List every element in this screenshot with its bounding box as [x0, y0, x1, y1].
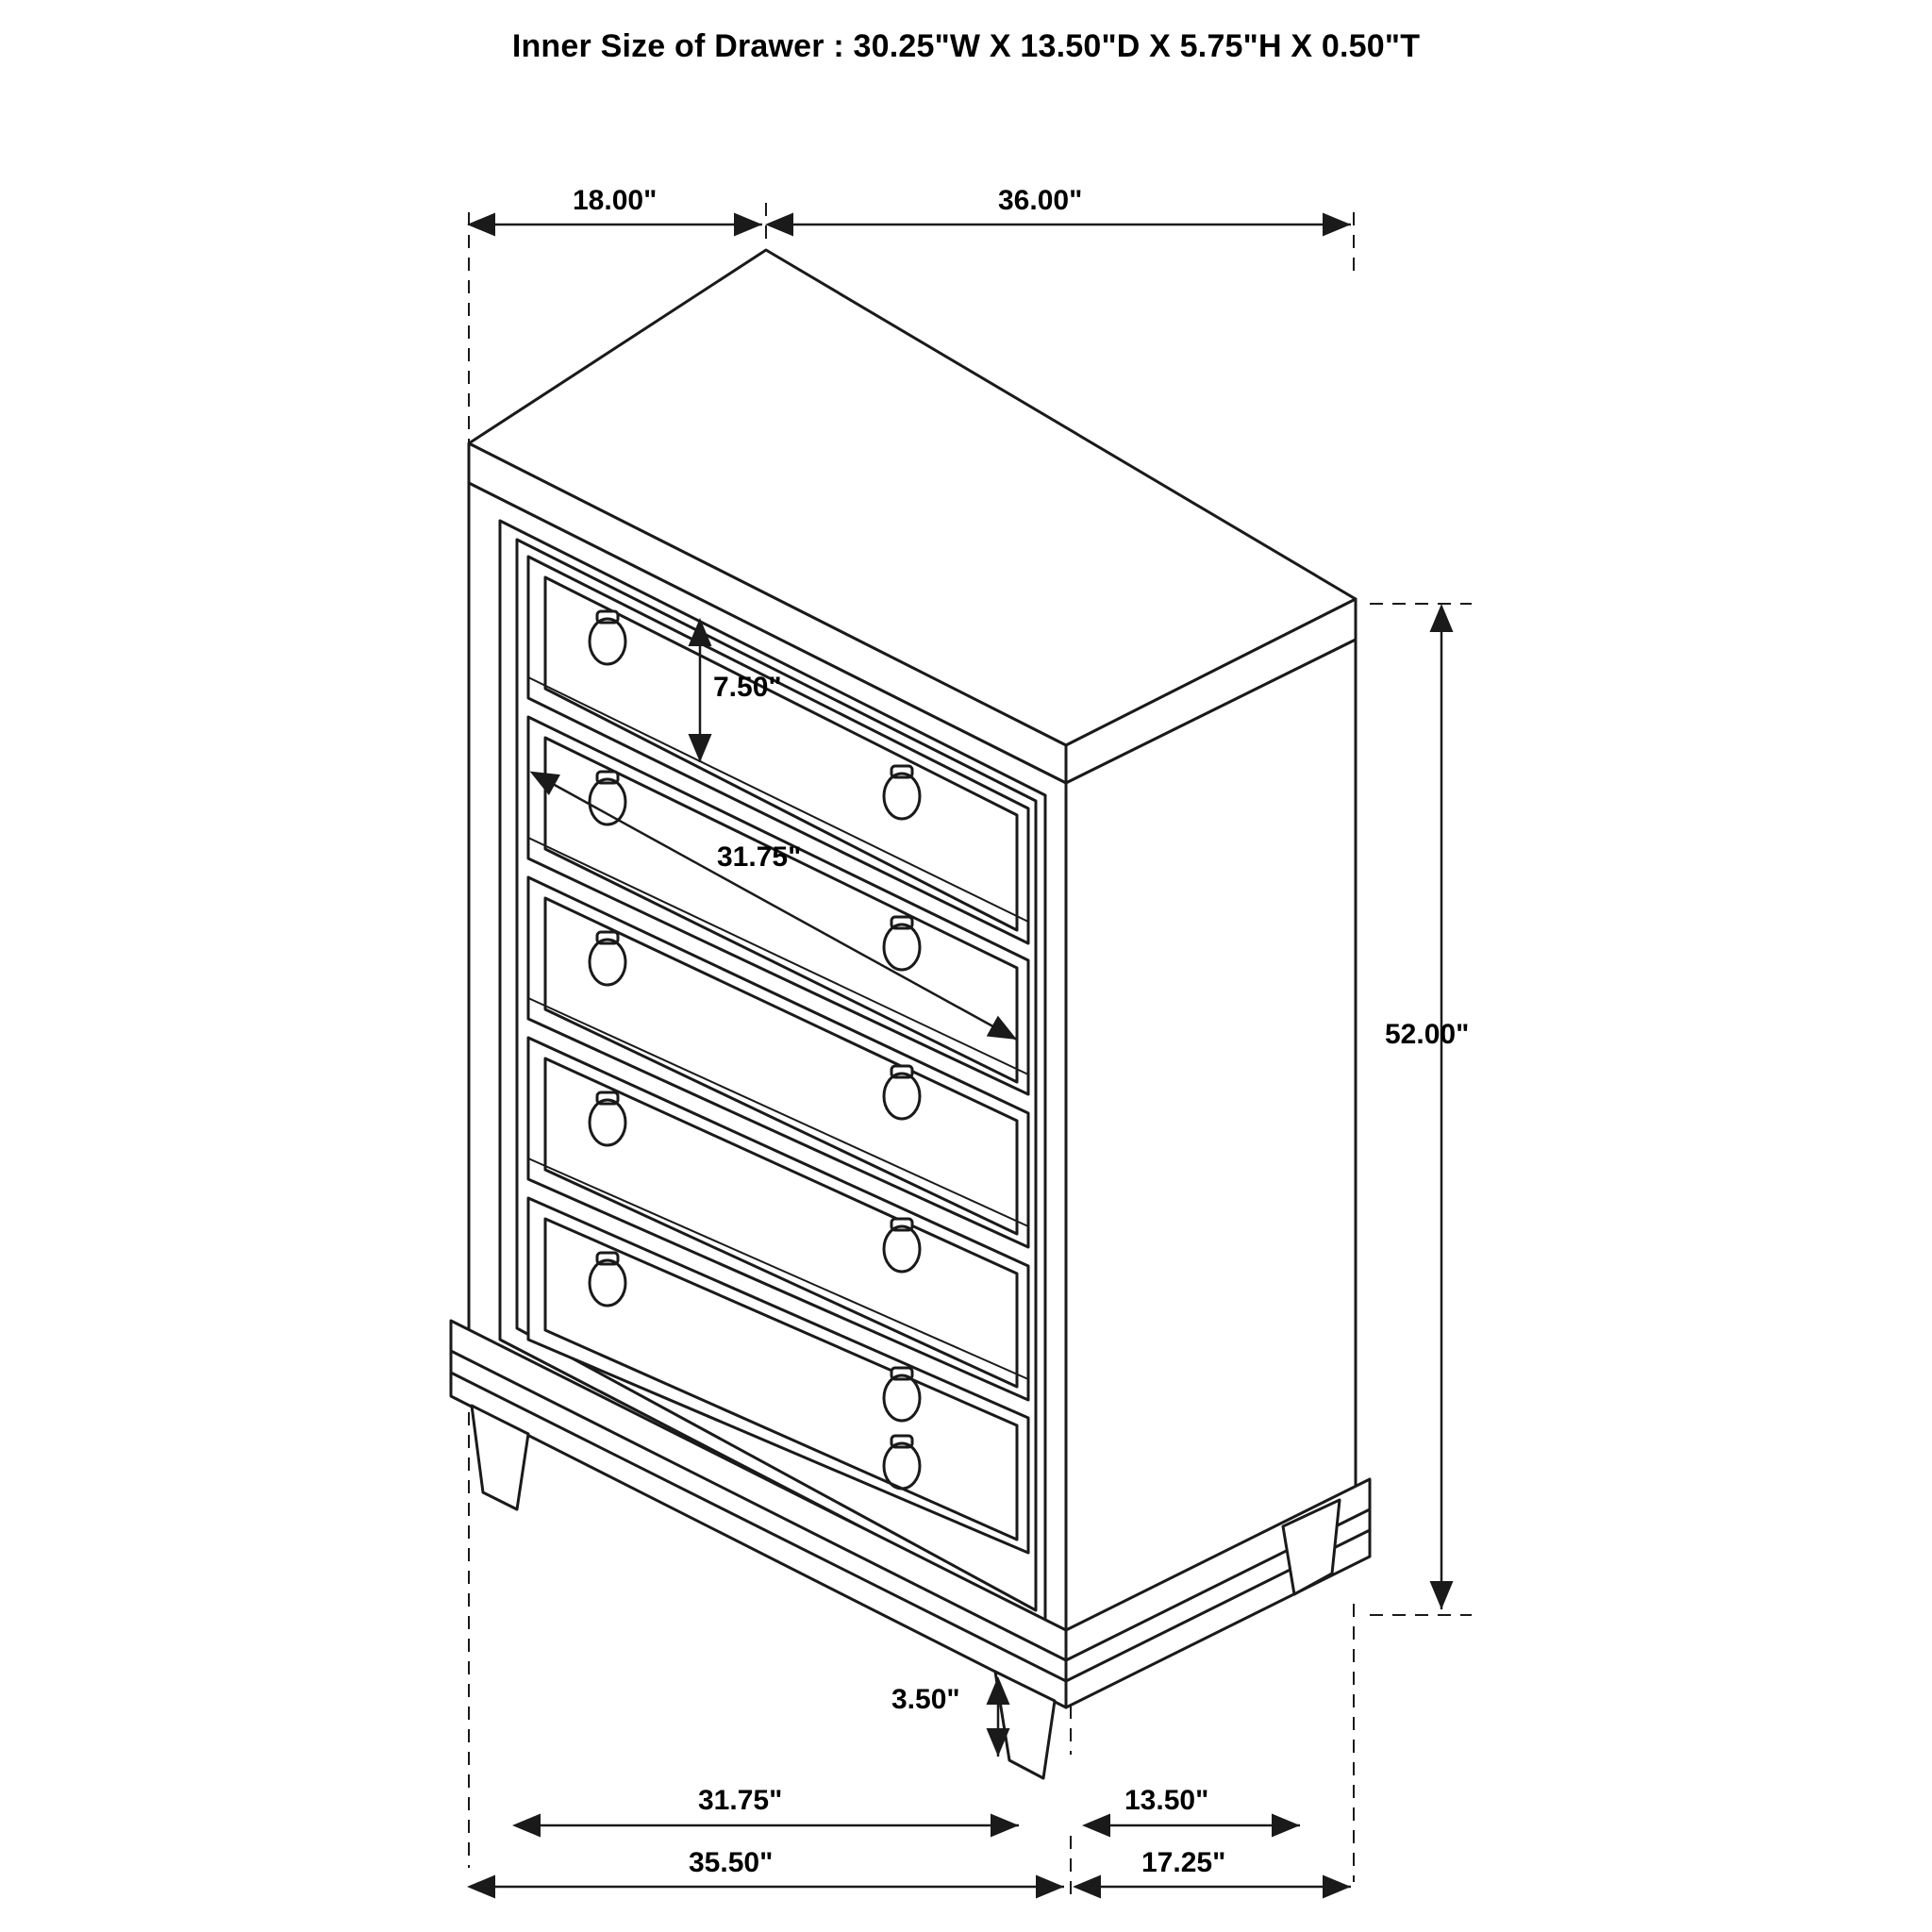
dim-label-drawer-face-width: 31.75" — [717, 841, 802, 873]
dim-label-front-outer-width: 35.50" — [689, 1847, 774, 1878]
dim-label-side-inner-depth: 13.50" — [1124, 1785, 1209, 1816]
dim-label-side-outer-depth: 17.25" — [1141, 1847, 1226, 1878]
dim-label-drawer-face-height: 7.50" — [713, 672, 782, 703]
dim-label-overall-height: 52.00" — [1385, 1019, 1470, 1050]
page-title: Inner Size of Drawer : 30.25"W X 13.50"D X 5.75"H X 0.50"T — [511, 28, 1421, 64]
dim-label-top-depth: 18.00" — [573, 185, 658, 216]
dim-label-front-inner-width: 31.75" — [698, 1785, 783, 1816]
dim-label-top-width: 36.00" — [998, 185, 1083, 216]
dim-label-leg-height: 3.50" — [891, 1684, 960, 1715]
